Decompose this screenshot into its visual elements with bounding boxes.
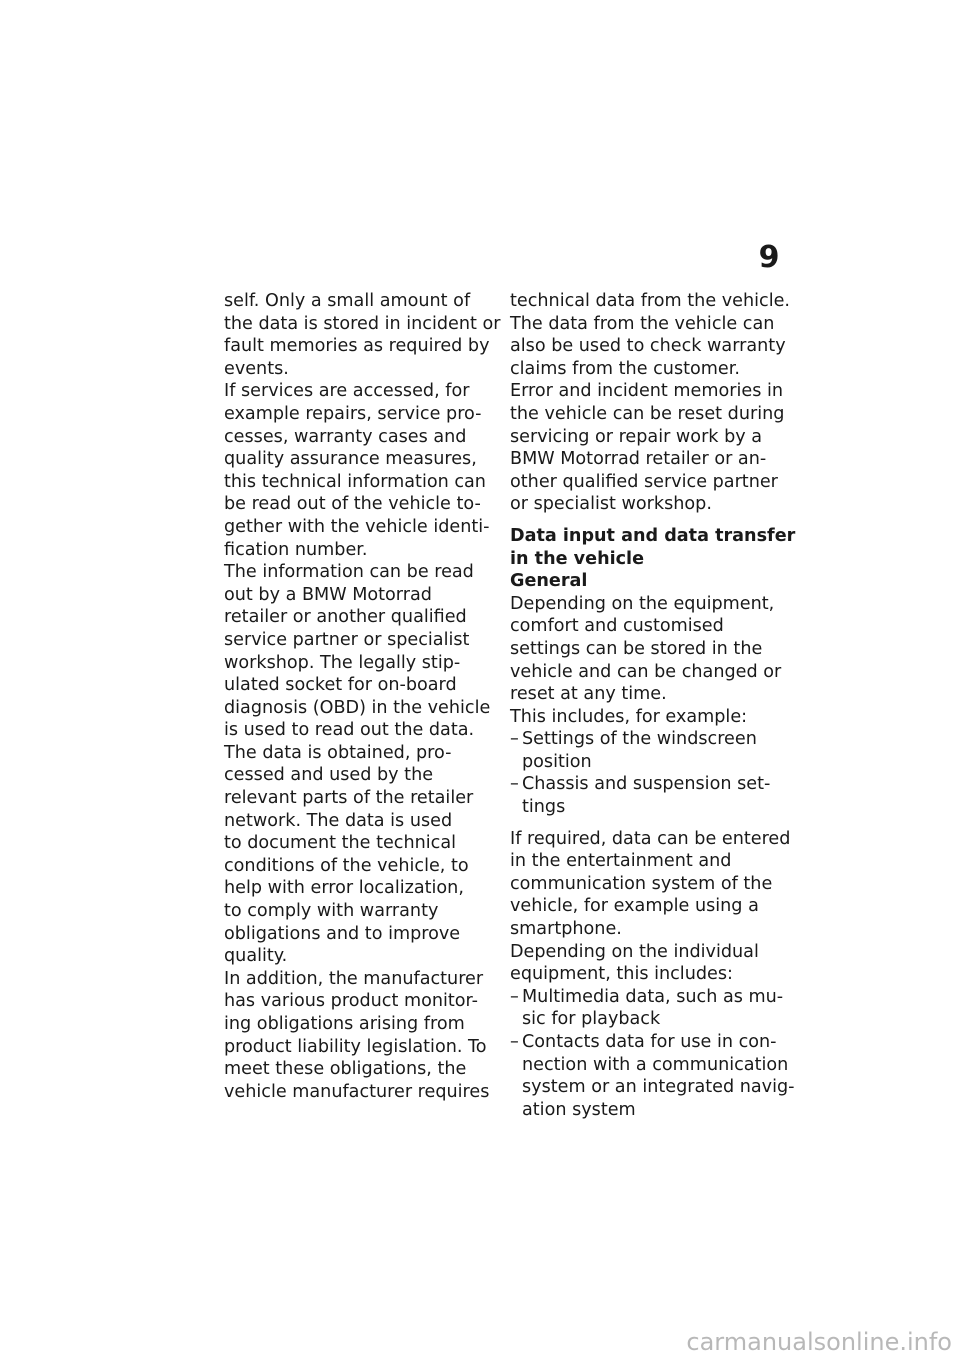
list-item-text: Settings of the windscreen bbox=[522, 729, 757, 750]
text-line: Depending on the individual bbox=[510, 941, 759, 962]
text-line: comfort and customised bbox=[510, 616, 724, 637]
text-line: self. Only a small amount of bbox=[224, 291, 471, 311]
text-line: BMW Motorrad retailer or an- bbox=[510, 449, 767, 470]
text-line: or specialist workshop. bbox=[510, 494, 712, 515]
watermark: carmanualsonline.info bbox=[686, 1328, 952, 1356]
text-line: Depending on the equipment, bbox=[510, 593, 775, 614]
text-line: has various product monitor- bbox=[224, 991, 479, 1012]
text-line: network. The data is used bbox=[224, 810, 453, 831]
text-line: service partner or specialist bbox=[224, 629, 470, 650]
subheading: General bbox=[510, 571, 588, 592]
text-line: meet these obligations, the bbox=[224, 1059, 467, 1080]
list-item-text: position bbox=[522, 751, 592, 772]
list-item-text: tings bbox=[522, 797, 566, 818]
list-item bbox=[510, 986, 790, 1031]
text-line: conditions of the vehicle, to bbox=[224, 855, 469, 876]
text-line: retailer or another qualified bbox=[224, 607, 467, 628]
page-number: 9 bbox=[758, 240, 780, 275]
text-line: is used to read out the data. bbox=[224, 720, 475, 741]
text-line: example repairs, service pro- bbox=[224, 403, 482, 424]
text-line: cessed and used by the bbox=[224, 765, 434, 786]
list-item-text: Multimedia data, such as mu- bbox=[522, 986, 784, 1007]
text-line: This includes, for example: bbox=[510, 706, 748, 727]
text-line: product liability legislation. To bbox=[224, 1036, 487, 1057]
section-spacer bbox=[510, 516, 790, 525]
text-line: this technical information can bbox=[224, 471, 486, 492]
dash-bullet: – bbox=[510, 1032, 519, 1052]
list-item-text: nection with a communication bbox=[522, 1054, 789, 1075]
text-line: If required, data can be entered bbox=[510, 828, 791, 849]
text-line: fault memories as required by bbox=[224, 336, 490, 357]
text-line: quality. bbox=[224, 946, 288, 967]
text-line: Error and incident memories in bbox=[510, 381, 784, 402]
left-text-column bbox=[224, 290, 501, 1103]
text-line: equipment, this includes: bbox=[510, 964, 733, 985]
text-line: the data is stored in incident or bbox=[224, 313, 501, 334]
text-line: technical data from the vehicle. bbox=[510, 291, 790, 311]
text-line: claims from the customer. bbox=[510, 358, 740, 379]
text-line: smartphone. bbox=[510, 919, 622, 940]
list-item bbox=[510, 773, 790, 818]
section-heading: in the vehicle bbox=[510, 548, 645, 569]
text-line: ulated socket for on-board bbox=[224, 675, 457, 696]
text-line: fication number. bbox=[224, 539, 368, 560]
dash-bullet: – bbox=[510, 729, 519, 750]
right-text-column bbox=[510, 290, 796, 1121]
list-item-text: ation system bbox=[522, 1099, 636, 1120]
text-line: reset at any time. bbox=[510, 684, 667, 705]
section-spacer bbox=[510, 819, 790, 828]
text-line: If services are accessed, for bbox=[224, 381, 470, 402]
text-line: obligations and to improve bbox=[224, 923, 461, 944]
text-line: The data is obtained, pro- bbox=[224, 742, 452, 763]
text-line: workshop. The legally stip- bbox=[224, 652, 461, 673]
text-line: events. bbox=[224, 358, 289, 379]
text-line: vehicle manufacturer requires bbox=[224, 1081, 490, 1102]
dash-bullet: – bbox=[510, 774, 519, 795]
text-line: vehicle, for example using a bbox=[510, 896, 759, 917]
text-line: communication system of the bbox=[510, 873, 773, 894]
text-line: to comply with warranty bbox=[224, 901, 439, 922]
text-line: diagnosis (OBD) in the vehicle bbox=[224, 697, 491, 718]
text-line: gether with the vehicle identi- bbox=[224, 516, 490, 537]
list-item-text: Chassis and suspension set- bbox=[522, 774, 771, 795]
dash-bullet: – bbox=[510, 986, 519, 1007]
list-item-text: sic for playback bbox=[522, 1009, 661, 1030]
text-line: out by a BMW Motorrad bbox=[224, 584, 432, 605]
text-line: the vehicle can be reset during bbox=[510, 403, 785, 424]
list-item bbox=[510, 728, 790, 773]
text-line: to document the technical bbox=[224, 833, 457, 854]
text-line: cesses, warranty cases and bbox=[224, 426, 467, 447]
text-line: In addition, the manufacturer bbox=[224, 968, 484, 989]
list-item-text: Contacts data for use in con- bbox=[522, 1032, 777, 1052]
text-line: be read out of the vehicle to- bbox=[224, 494, 481, 515]
text-line: The data from the vehicle can bbox=[510, 313, 775, 334]
text-line: ing obligations arising from bbox=[224, 1014, 465, 1034]
text-line: in the entertainment and bbox=[510, 851, 732, 872]
text-line: also be used to check warranty bbox=[510, 336, 786, 357]
text-line: quality assurance measures, bbox=[224, 449, 477, 470]
list-item bbox=[510, 1031, 795, 1121]
text-line: other qualified service partner bbox=[510, 471, 778, 492]
text-line: vehicle and can be changed or bbox=[510, 661, 782, 682]
text-line: settings can be stored in the bbox=[510, 638, 763, 659]
section-heading: Data input and data transfer bbox=[510, 525, 796, 546]
list-item-text: system or an integrated navig- bbox=[522, 1077, 795, 1098]
text-line: help with error localization, bbox=[224, 878, 464, 899]
text-line: servicing or repair work by a bbox=[510, 426, 763, 447]
text-line: relevant parts of the retailer bbox=[224, 788, 474, 809]
text-line: The information can be read bbox=[224, 562, 474, 583]
